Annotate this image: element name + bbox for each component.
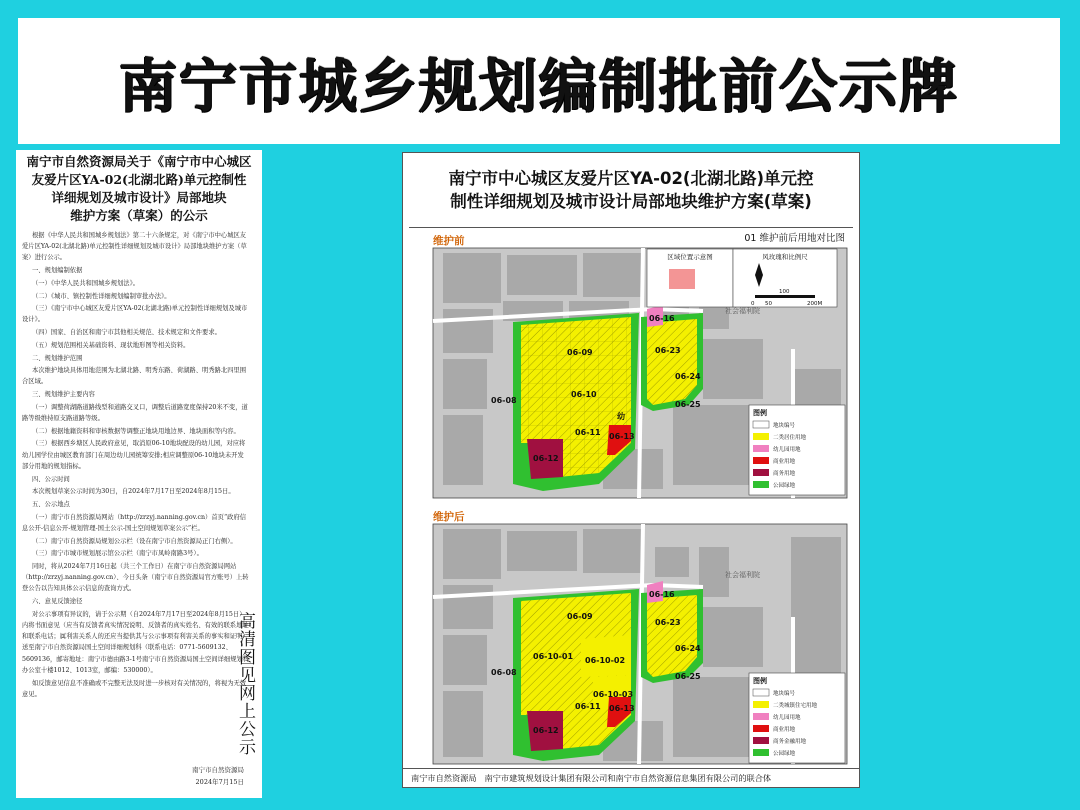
- parcel-label: 06-11: [575, 428, 601, 437]
- banner: [18, 18, 1060, 144]
- notice-paragraph: （二）《城市、镇控制性详细规划编制审批办法》。: [32, 292, 171, 300]
- panel-title-line: 南宁市中心城区友爱片区YA-02(北湖北路)单元控: [448, 169, 814, 188]
- parcel-label: 06-16: [649, 590, 675, 599]
- map-after: [433, 510, 847, 764]
- before-inset: [647, 249, 837, 307]
- parcel-label: 06-10-03: [593, 690, 634, 699]
- parcel-label: 06-16: [649, 314, 675, 323]
- parcel-label: 06-24: [675, 372, 701, 381]
- legend-title: 图例: [753, 409, 767, 417]
- parcel-label: 06-25: [675, 672, 701, 681]
- map-drawing: [403, 229, 859, 769]
- notice-paragraph: （三）南宁市城市规划展示馆公示栏（南宁市凤岭南路3号）。: [32, 550, 203, 558]
- after-label: 维护后: [433, 511, 465, 523]
- parcel-label: 06-10-02: [585, 656, 626, 665]
- parcel-label: 06-10-01: [533, 652, 574, 661]
- map-subtitle: 01 维护前后用地对比图: [744, 233, 845, 244]
- banner-title: 南宁市城乡规划编制批前公示牌: [118, 52, 959, 120]
- notice-paragraph: 三、规划维护主要内容: [32, 391, 95, 399]
- notice-panel: [16, 150, 262, 798]
- panel-footer: [403, 768, 859, 787]
- parcel-label: 06-25: [675, 400, 701, 409]
- notice-paragraph: 五、公示地点: [32, 500, 70, 508]
- legend-item: 商务金融用地: [773, 739, 807, 745]
- footer-owner: 南宁市自然资源局: [411, 773, 477, 783]
- inset-scale-label: 风玫瑰和比例尺: [762, 253, 808, 261]
- legend-item: 地块编号: [773, 691, 796, 697]
- legend-item: 商业用地: [773, 727, 796, 733]
- parcel-label: 06-13: [609, 432, 635, 441]
- notice-paragraph: 六、意见反馈途径: [32, 598, 83, 606]
- parcel-label: 06-09: [567, 348, 593, 357]
- notice-paragraph: 如反馈意见信息不准确或不完整无法及时进一步核对有关情况的，将视为无效意见。: [22, 679, 247, 698]
- footer-designer: 南宁市建筑规划设计集团有限公司和南宁市自然资源信息集团有限公司的联合体: [484, 773, 772, 783]
- scale-tick: 50: [765, 301, 772, 307]
- panel-title: [403, 167, 859, 213]
- notice-paragraph: （一）《中华人民共和国城乡规划法》。: [32, 279, 140, 287]
- notice-paragraph: （一）南宁市自然资源局网站（http://zrzyj.nanning.gov.cn）首页“政府信息公开-信息公开-规划管理-国土公示-国土空间规划草案公示”栏。: [22, 513, 247, 532]
- notice-paragraph: （四）国家、自治区和南宁市其他相关规范、技术规定和文件要求。: [32, 329, 221, 337]
- parcel-label: 06-10: [571, 390, 597, 399]
- parcel-label: 06-08: [491, 668, 517, 677]
- notice-paragraph: （三）根据西乡塘区人民政府意见，取消原06-10地块配设的幼儿园，对应将幼儿园学位由城区教育部门在周边幼儿园统筹安排;相应调整原06-10地块未开发部分用地的规划指标。: [22, 440, 246, 470]
- side-note: 高清图见网上公示: [235, 612, 255, 756]
- legend-item: 地块编号: [773, 423, 796, 429]
- panel-divider: [409, 227, 853, 228]
- legend-item: 商业用地: [773, 459, 796, 465]
- notice-paragraph: 一、规划编制依据: [32, 267, 83, 275]
- notice-title: [22, 153, 256, 225]
- scale-tick: 200M: [807, 301, 823, 307]
- notice-paragraph: 本次维护地块具体用地范围为北湖北路、明秀东路、荷湖路、明秀路北四里围合区域。: [22, 367, 247, 386]
- after-legend: [749, 673, 845, 763]
- notice-paragraph: 对公示事项有异议的，请于公示期（自2024年7月17日至2024年8月15日）内将书面意见（应当有反馈者真实情况说明、反馈者的真实姓名、有效的联系地址和联系电话；属利害关系人的还应当提供其与公示事项有利害关系的事实和证明）送至南宁市自然资源局国土空间详细规划科（联系电话：0771-5609132、5609136，邮寄地址：南宁市德由路3-1号南宁市自然资源局国土空间详细规划科办公室十楼1012、1013室，邮编：530000）。: [22, 610, 250, 674]
- parcel-label: 06-23: [655, 618, 681, 627]
- parcel-label: 06-11: [575, 702, 601, 711]
- notice-paragraph: （三）《南宁市中心城区友爱片区YA-02(北湖北路)单元控制性详细规划及城市设计》。: [22, 305, 248, 324]
- legend-item: 二类城镇住宅用地: [773, 703, 818, 709]
- parcel-label: 06-12: [533, 726, 559, 735]
- notice-sign-org: 南宁市自然资源局: [192, 766, 244, 774]
- parcel-label: 06-09: [567, 612, 593, 621]
- notice-paragraph: 根据《中华人民共和国城乡规划法》第二十六条规定，对《南宁市中心城区友爱片区YA-02(北湖北路)单元控制性详细规划及城市设计》局部地块维护方案（草案）进行公示。: [22, 232, 247, 262]
- notice-paragraph: （五）规划范围相关基础资料、现状地形图等相关资料。: [32, 341, 190, 349]
- parcel-label: 06-13: [609, 704, 635, 713]
- legend-item: 二类居住用地: [773, 435, 807, 441]
- after-parcel-east: [647, 595, 697, 677]
- panel-title-line: 制性详细规划及城市设计局部地块维护方案(草案): [450, 192, 812, 211]
- notice-paragraph: （二）根据地籍资料和审核数据等调整正地块用地边界、地块面积等内容。: [32, 427, 240, 435]
- notice-title-line: 友爱片区YA-02(北湖北路)单元控制性: [31, 172, 247, 187]
- notice-title-line: 详细规划及城市设计》局部地块: [51, 190, 227, 205]
- legend-item: 公园绿地: [773, 751, 796, 757]
- map-before: [433, 234, 847, 498]
- welfare-label: 社会福利院: [725, 571, 760, 579]
- notice-paragraph: 本次规划草案公示时间为30日，自2024年7月17日至2024年8月15日。: [32, 488, 235, 496]
- notice-paragraph: （一）调整荷湖路道路线型和道路交叉口，调整后道路宽度保持20米不变，道路等级维持原支路道路等级。: [22, 403, 248, 423]
- map-panel: [402, 152, 860, 788]
- legend-title: 图例: [753, 677, 767, 685]
- notice-sign-date: 2024年7月15日: [195, 778, 244, 786]
- scale-tick: 0: [751, 301, 755, 307]
- kindergarten-label: 幼: [617, 412, 625, 421]
- welfare-label: 社会福利院: [725, 307, 760, 315]
- notice-title-line: 南宁市自然资源局关于《南宁市中心城区: [26, 154, 252, 169]
- legend-item: 公园绿地: [773, 483, 796, 489]
- notice-paragraph: 同时，将从2024年7月16日起（共三个工作日）在南宁市自然资源局网站（http://zrzyj.nanning.gov.cn）、今日头条（南宁市自然资源局官方账号）上转登公告以告知具体公示信息的查询方式。: [22, 562, 249, 593]
- before-label: 维护前: [433, 235, 465, 247]
- parcel-label: 06-12: [533, 454, 559, 463]
- parcel-label: 06-08: [491, 396, 517, 405]
- parcel-label: 06-24: [675, 644, 701, 653]
- legend-item: 幼儿园用地: [773, 715, 801, 721]
- before-legend: [749, 405, 845, 495]
- before-parcel-east: [647, 319, 697, 405]
- notice-title-line: 维护方案（草案）的公示: [70, 208, 208, 223]
- notice-paragraph: （二）南宁市自然资源局规划公示栏（设在南宁市自然资源局正门右侧）。: [32, 537, 237, 545]
- scale-tick: 100: [779, 289, 790, 295]
- notice-paragraph: 二、规划维护范围: [32, 354, 83, 362]
- legend-item: 幼儿园用地: [773, 447, 801, 453]
- notice-body: [22, 230, 250, 701]
- legend-item: 商务用地: [773, 471, 796, 477]
- parcel-label: 06-23: [655, 346, 681, 355]
- notice-paragraph: 四、公示时间: [32, 475, 70, 483]
- inset-location-label: 区域位置示意图: [667, 253, 713, 261]
